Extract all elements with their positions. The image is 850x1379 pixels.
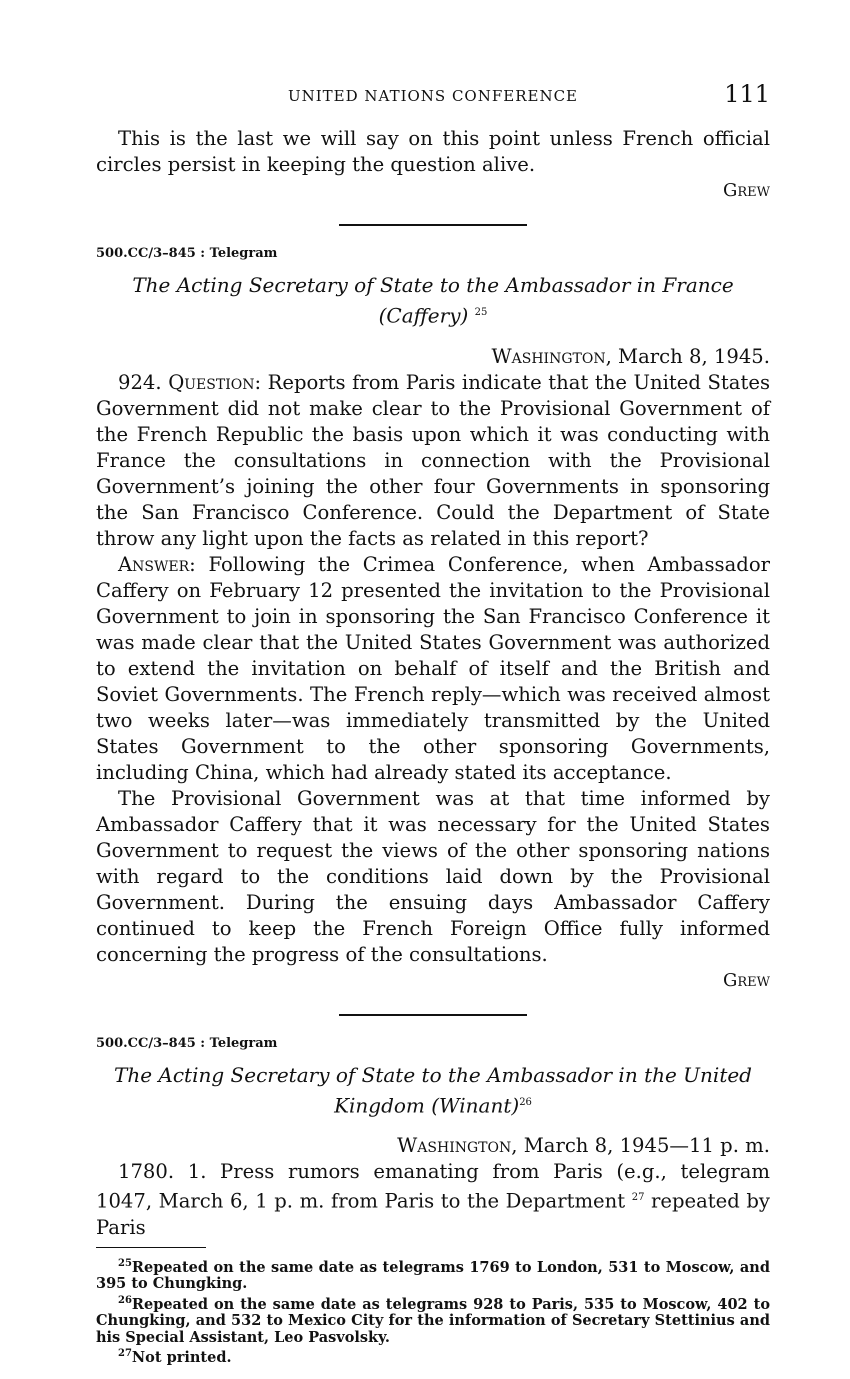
signature: Grew: [722, 180, 770, 201]
footnote-number: 26: [118, 1294, 132, 1306]
body-paragraph: The Provisional Government was at that time informed by Ambassador Caffery that it was necessary for the United States Government to request the views of the other sponsoring nations with regard to the conditions laid down by the Provisional Government. During the ensuing days Ambassador Caffery continued to keep the French Foreign Office fully informed concerning the progress of the consultations.: [96, 786, 770, 966]
footnote-number: 25: [118, 1257, 132, 1269]
footnote-marker: 27: [631, 1192, 645, 1204]
dateline: [96, 1133, 770, 1159]
footnote: [96, 1346, 770, 1366]
footnote-text: Not printed.: [131, 1348, 232, 1366]
dateline-date: March 8, 1945.: [611, 344, 770, 368]
heading-line: The Acting Secretary of State to the Ambassador in France: [132, 273, 734, 297]
answer-label: Answer: [118, 552, 190, 576]
document-heading: [96, 272, 770, 330]
heading-line: (Caffery): [378, 303, 469, 328]
dateline-date: March 8, 1945—11 p. m.: [517, 1134, 770, 1158]
question-label: Question: [168, 370, 255, 394]
section-divider: [339, 224, 527, 226]
footnote-marker: 25: [474, 307, 488, 318]
heading-line: Kingdom (Winant): [334, 1093, 520, 1118]
question-text: : Reports from Paris indicate that the United States Government did not make clear to the Provisional Government of the French Republic the basis upon which it was conducting with France the consultations in connection with the Provisional Government’s joining the other four Governments in sponsoring the San Francisco Conference. Could the Department of State throw any light upon the facts as related in this report?: [96, 370, 771, 550]
paragraph-text: 1780. 1. Press rumors emanating from Paris (e.g., telegram 1047, March 6, 1 p. m. from Paris to the Department: [96, 1160, 770, 1213]
footnote-rule: [96, 1247, 206, 1248]
paragraph-text: repeated by Paris: [96, 1189, 770, 1239]
answer-text: : Following the Crimea Conference, when Ambassador Caffery on February 12 presented the invitation to the Provisional Government to join in sponsoring the San Francisco Conference it was made clear that the United States Government was authorized to extend the invitation on behalf of itself and the British and Soviet Governments. The French reply—which was received almost two weeks later—was immediately transmitted by the United States Government to the other sponsoring Governments, including China, which had already stated its acceptance.: [96, 552, 770, 784]
footnote-number: 27: [118, 1348, 132, 1359]
document-reference: 500.CC/3–845 : Telegram: [96, 246, 278, 261]
signature: Grew: [722, 969, 770, 991]
footnote-text: Repeated on the same date as telegrams 928 to Paris, 535 to Moscow, 402 to Chungking, and 532 to Mexico City for the information of Secretary Stettinius and his Special Assistant, Leo Pasvolsky.: [96, 1295, 770, 1346]
dateline-place: Washington,: [397, 1134, 518, 1158]
paragraph-number: 924.: [118, 370, 169, 394]
document-page: [96, 80, 770, 1366]
body-paragraph: [96, 1159, 770, 1241]
running-title: UNITED NATIONS CONFERENCE: [287, 87, 579, 105]
footnote: [96, 1256, 770, 1293]
document-heading: [96, 1062, 770, 1120]
section-divider: [339, 1014, 527, 1016]
dateline-place: Washington,: [491, 344, 612, 368]
footnotes: [96, 1256, 770, 1366]
dateline: [96, 344, 770, 370]
answer-paragraph: [96, 552, 770, 786]
running-header: [96, 80, 770, 112]
footnote-text: Repeated on the same date as telegrams 1769 to London, 531 to Moscow, and 395 to Chungking.: [96, 1258, 770, 1293]
document-reference: 500.CC/3–845 : Telegram: [96, 1035, 278, 1051]
question-paragraph: [96, 370, 770, 552]
heading-line: The Acting Secretary of State to the Ambassador in the United: [114, 1062, 752, 1087]
page-number: 111: [724, 80, 770, 108]
intro-paragraph: This is the last we will say on this point unless French official circles persist in keeping the question alive.: [96, 127, 770, 176]
footnote-marker: 26: [519, 1096, 532, 1108]
footnote: [96, 1293, 770, 1346]
